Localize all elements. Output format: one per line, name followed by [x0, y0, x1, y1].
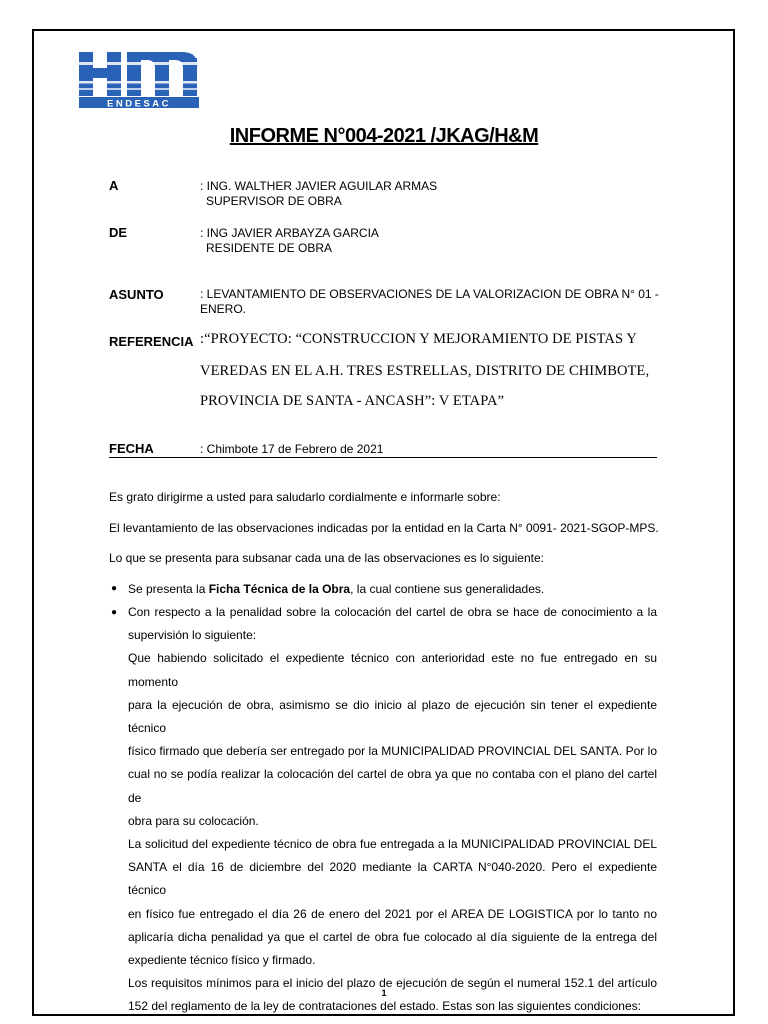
to-label: A [109, 178, 119, 193]
from-line-1: : ING JAVIER ARBAYZA GARCIA [200, 226, 379, 240]
from-label: DE [109, 225, 128, 240]
bullet-1-post: , la cual contiene sus generalidades. [350, 582, 545, 596]
subject-line-1: : LEVANTAMIENTO DE OBSERVACIONES DE LA VALORIZACION DE OBRA N° 01 - [200, 287, 659, 301]
company-logo [77, 48, 207, 110]
content-2-line-3: en físico fue entregado el día 26 de enero del 2021 por el AREA DE LOGISTICA por lo tanto no [128, 906, 657, 921]
observations-paragraph: El levantamiento de las observaciones indicadas por la entidad en la Carta N° 0091- 2021-SGOP-MPS. [109, 521, 659, 535]
content-1-line-4: cual no se podía realizar la colocación del cartel de obra ya que no contaba con el plano del cartel de [128, 767, 657, 805]
content-1-line-5: obra para su colocación. [128, 813, 259, 828]
logo-subtext: ENDESAC [107, 98, 171, 110]
bullet-2-line-2: supervisión lo siguiente: [128, 628, 257, 643]
content-2-line-1: La solicitud del expediente técnico de obra fue entregada a la MUNICIPALIDAD PROVINCIAL DEL [128, 837, 657, 852]
bullet-icon: ● [111, 607, 118, 618]
subject-label: ASUNTO [109, 287, 164, 302]
to-line-2: SUPERVISOR DE OBRA [206, 194, 342, 208]
date-value: : Chimbote 17 de Febrero de 2021 [200, 442, 384, 456]
header-divider [109, 457, 657, 458]
content-3-line-1: Los requisitos mínimos para el inicio del plazo de ejecución de según el numeral 152.1 del artículo [128, 976, 657, 991]
date-label: FECHA [109, 441, 154, 456]
bullet-1-text [128, 582, 544, 596]
reference-line-2: VEREDAS EN EL A.H. TRES ESTRELLAS, DISTRITO DE CHIMBOTE, [200, 363, 650, 379]
bullet-icon: ● [111, 583, 118, 594]
report-title: INFORME N°004-2021 /JKAG/H&M [229, 125, 539, 147]
bullet-2-line-1: Con respecto a la penalidad sobre la colocación del cartel de obra se hace de conocimiento a la [128, 605, 657, 619]
reference-line-1: :“PROYECTO: “CONSTRUCCION Y MEJORAMIENTO DE PISTAS Y [200, 331, 637, 347]
to-value [200, 179, 437, 209]
content-1-line-2: para la ejecución de obra, asimismo se dio inicio al plazo de ejecución sin tener el expediente técnico [128, 697, 657, 736]
bullet-1-pre: Se presenta la [128, 582, 209, 596]
reference-line-3: PROVINCIA DE SANTA - ANCASH”: V ETAPA” [200, 393, 505, 409]
reference-label: REFERENCIA [109, 334, 194, 349]
content-3-line-2: 152 del reglamento de la ley de contrataciones del estado. Estas son las siguientes condiciones: [128, 999, 641, 1014]
from-line-2: RESIDENTE DE OBRA [206, 241, 333, 255]
content-2-line-2: SANTA el día 16 de diciembre del 2020 mediante la CARTA N°040-2020. Pero el expediente técnico [128, 860, 657, 898]
page-number: 1 [381, 988, 387, 998]
subject-value [200, 287, 659, 317]
content-1-line-1: Que habiendo solicitado el expediente técnico con anterioridad este no fue entregado en su momento [128, 651, 657, 689]
bullet-2-block [128, 601, 657, 1019]
bullet-1-bold: Ficha Técnica de la Obra [208, 582, 351, 596]
subject-line-2: ENERO. [200, 302, 247, 316]
content-2-line-4: aplicaría dicha penalidad ya que el cartel de obra fue colocado al día siguiente de la entrega del [128, 929, 657, 944]
intro-paragraph: Lo que se presenta para subsanar cada una de las observaciones es lo siguiente: [109, 551, 544, 565]
from-value [200, 226, 379, 256]
logo-hm-mark [77, 52, 201, 96]
to-line-1: : ING. WALTHER JAVIER AGUILAR ARMAS [200, 179, 438, 193]
content-2-line-5: expediente técnico físico y firmado. [128, 953, 316, 968]
greeting-paragraph: Es grato dirigirme a usted para saludarlo cordialmente e informarle sobre: [109, 490, 501, 504]
content-1-line-3: físico firmado que debería ser entregado por la MUNICIPALIDAD PROVINCIAL DEL SANTA. Por lo [128, 744, 657, 759]
